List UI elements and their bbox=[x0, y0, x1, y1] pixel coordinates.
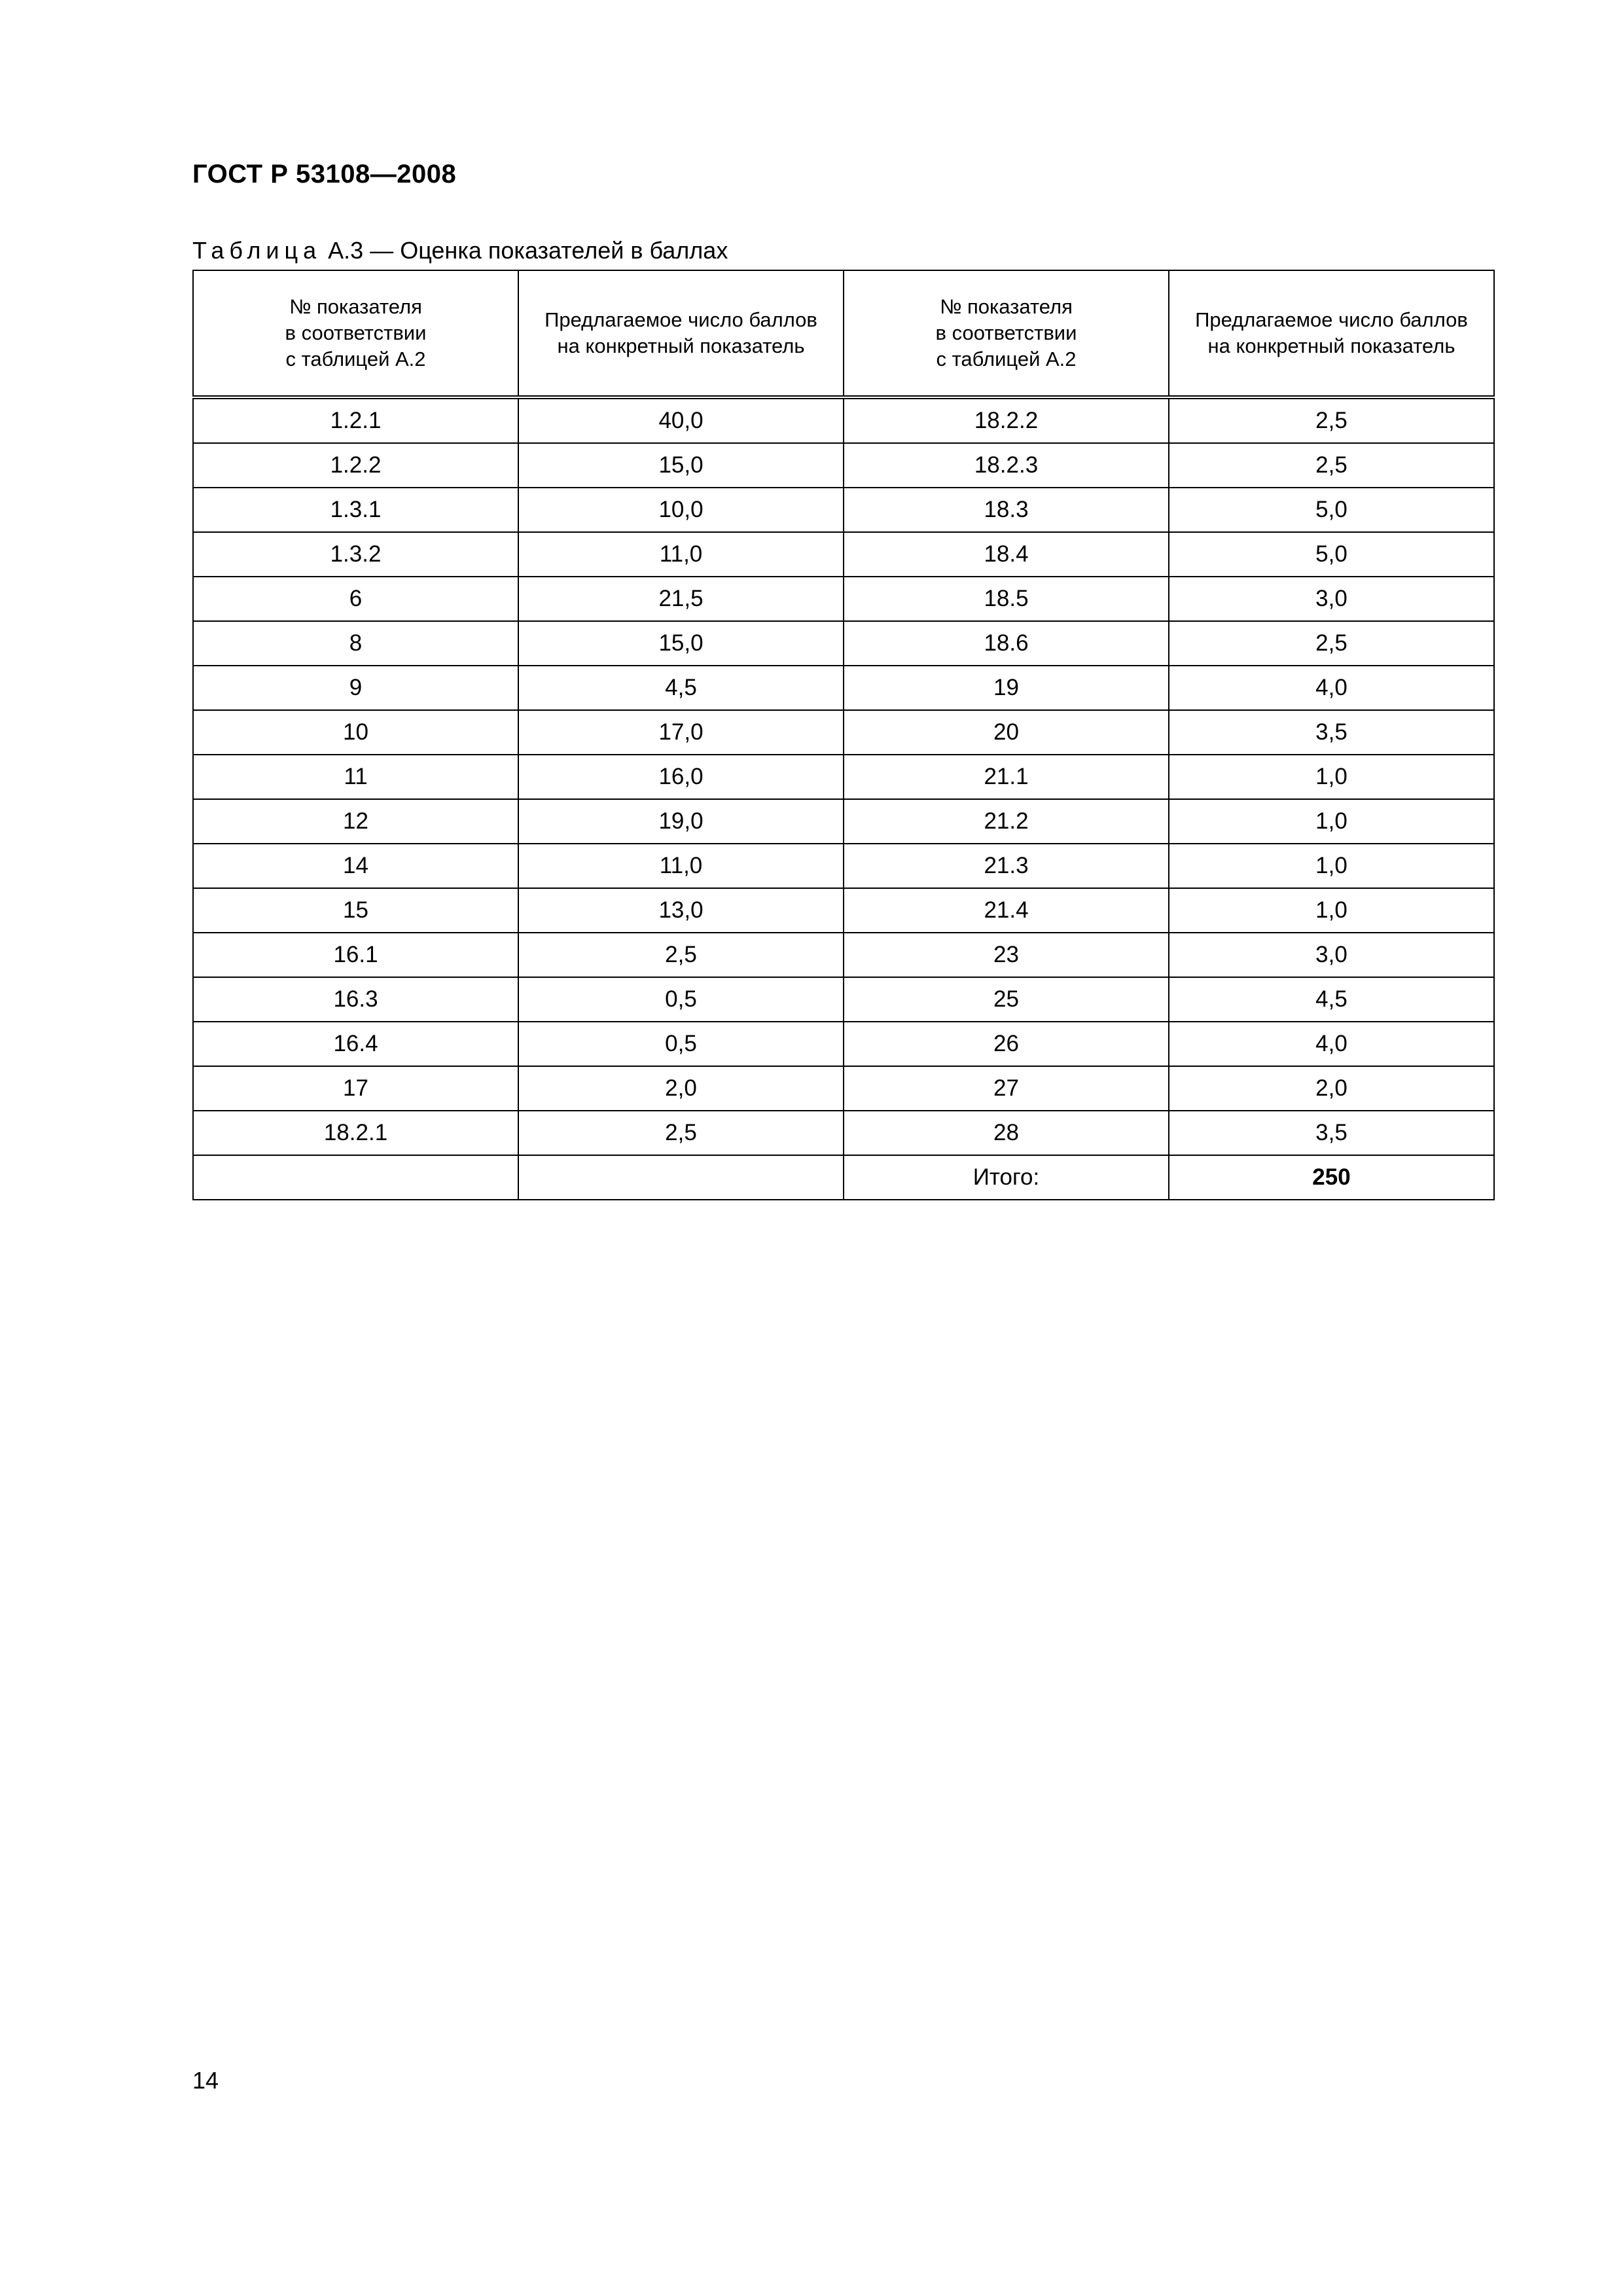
column-header-score: Предлагаемое число баллов на конкретный показатель bbox=[518, 270, 844, 397]
indicator-number-cell: 18.3 bbox=[844, 488, 1169, 532]
table-row bbox=[193, 755, 1494, 799]
indicator-number-cell: 12 bbox=[193, 799, 518, 844]
indicator-number-cell: 18.6 bbox=[844, 621, 1169, 666]
table-row bbox=[193, 1022, 1494, 1066]
indicator-number-cell: 23 bbox=[844, 933, 1169, 977]
indicator-number-cell: 8 bbox=[193, 621, 518, 666]
score-cell: 5,0 bbox=[1169, 488, 1494, 532]
score-cell: 5,0 bbox=[1169, 532, 1494, 577]
table-row bbox=[193, 443, 1494, 488]
column-header-indicator-number: № показателя в соответствии с таблицей А.2 bbox=[844, 270, 1169, 397]
score-cell: 4,0 bbox=[1169, 666, 1494, 710]
table-row bbox=[193, 621, 1494, 666]
indicator-number-cell: 21.4 bbox=[844, 888, 1169, 933]
indicator-number-cell: 1.3.2 bbox=[193, 532, 518, 577]
score-cell: 2,5 bbox=[518, 933, 844, 977]
score-cell: 17,0 bbox=[518, 710, 844, 755]
empty-cell bbox=[193, 1155, 518, 1200]
indicator-number-cell: 17 bbox=[193, 1066, 518, 1111]
table-row bbox=[193, 488, 1494, 532]
table-caption bbox=[192, 237, 728, 264]
indicator-number-cell: 11 bbox=[193, 755, 518, 799]
table-row bbox=[193, 577, 1494, 621]
score-cell: 0,5 bbox=[518, 1022, 844, 1066]
table-row bbox=[193, 1111, 1494, 1155]
score-cell: 1,0 bbox=[1169, 844, 1494, 888]
indicator-number-cell: 21.2 bbox=[844, 799, 1169, 844]
score-cell: 21,5 bbox=[518, 577, 844, 621]
table-row bbox=[193, 799, 1494, 844]
indicator-number-cell: 16.4 bbox=[193, 1022, 518, 1066]
indicator-number-cell: 28 bbox=[844, 1111, 1169, 1155]
document-header: ГОСТ Р 53108—2008 bbox=[192, 160, 457, 188]
score-cell: 16,0 bbox=[518, 755, 844, 799]
indicator-number-cell: 10 bbox=[193, 710, 518, 755]
score-table bbox=[192, 270, 1495, 1200]
score-cell: 2,5 bbox=[1169, 621, 1494, 666]
score-cell: 13,0 bbox=[518, 888, 844, 933]
table-caption-word: Таблица bbox=[192, 237, 322, 264]
score-cell: 1,0 bbox=[1169, 755, 1494, 799]
table-row bbox=[193, 933, 1494, 977]
table-row bbox=[193, 532, 1494, 577]
indicator-number-cell: 25 bbox=[844, 977, 1169, 1022]
table-row bbox=[193, 888, 1494, 933]
score-cell: 4,0 bbox=[1169, 1022, 1494, 1066]
indicator-number-cell: 18.2.3 bbox=[844, 443, 1169, 488]
table-total-row bbox=[193, 1155, 1494, 1200]
indicator-number-cell: 18.5 bbox=[844, 577, 1169, 621]
indicator-number-cell: 14 bbox=[193, 844, 518, 888]
total-label: Итого: bbox=[844, 1155, 1169, 1200]
score-cell: 1,0 bbox=[1169, 799, 1494, 844]
score-cell: 2,5 bbox=[518, 1111, 844, 1155]
indicator-number-cell: 16.3 bbox=[193, 977, 518, 1022]
indicator-number-cell: 18.4 bbox=[844, 532, 1169, 577]
score-cell: 0,5 bbox=[518, 977, 844, 1022]
indicator-number-cell: 19 bbox=[844, 666, 1169, 710]
indicator-number-cell: 1.2.1 bbox=[193, 397, 518, 443]
table-row bbox=[193, 844, 1494, 888]
indicator-number-cell: 9 bbox=[193, 666, 518, 710]
score-cell: 2,5 bbox=[1169, 397, 1494, 443]
table-row bbox=[193, 1066, 1494, 1111]
score-cell: 2,5 bbox=[1169, 443, 1494, 488]
table-body bbox=[193, 397, 1494, 1200]
table-row bbox=[193, 666, 1494, 710]
indicator-number-cell: 1.3.1 bbox=[193, 488, 518, 532]
indicator-number-cell: 18.2.1 bbox=[193, 1111, 518, 1155]
indicator-number-cell: 18.2.2 bbox=[844, 397, 1169, 443]
table-row bbox=[193, 710, 1494, 755]
score-cell: 2,0 bbox=[1169, 1066, 1494, 1111]
score-cell: 15,0 bbox=[518, 621, 844, 666]
table-header-row bbox=[193, 270, 1494, 397]
score-cell: 11,0 bbox=[518, 532, 844, 577]
score-cell: 15,0 bbox=[518, 443, 844, 488]
score-cell: 19,0 bbox=[518, 799, 844, 844]
page-number: 14 bbox=[192, 2067, 219, 2094]
score-cell: 1,0 bbox=[1169, 888, 1494, 933]
table-caption-title: А.3 — Оценка показателей в баллах bbox=[321, 237, 728, 264]
score-cell: 10,0 bbox=[518, 488, 844, 532]
score-cell: 40,0 bbox=[518, 397, 844, 443]
score-cell: 4,5 bbox=[518, 666, 844, 710]
indicator-number-cell: 6 bbox=[193, 577, 518, 621]
indicator-number-cell: 16.1 bbox=[193, 933, 518, 977]
indicator-number-cell: 26 bbox=[844, 1022, 1169, 1066]
table-row bbox=[193, 977, 1494, 1022]
indicator-number-cell: 21.1 bbox=[844, 755, 1169, 799]
score-cell: 3,5 bbox=[1169, 710, 1494, 755]
score-cell: 2,0 bbox=[518, 1066, 844, 1111]
column-header-score: Предлагаемое число баллов на конкретный показатель bbox=[1169, 270, 1494, 397]
score-cell: 4,5 bbox=[1169, 977, 1494, 1022]
table-head bbox=[193, 270, 1494, 397]
indicator-number-cell: 1.2.2 bbox=[193, 443, 518, 488]
score-cell: 3,0 bbox=[1169, 577, 1494, 621]
indicator-number-cell: 27 bbox=[844, 1066, 1169, 1111]
indicator-number-cell: 20 bbox=[844, 710, 1169, 755]
score-cell: 3,5 bbox=[1169, 1111, 1494, 1155]
total-value: 250 bbox=[1169, 1155, 1494, 1200]
score-cell: 11,0 bbox=[518, 844, 844, 888]
score-cell: 3,0 bbox=[1169, 933, 1494, 977]
indicator-number-cell: 15 bbox=[193, 888, 518, 933]
indicator-number-cell: 21.3 bbox=[844, 844, 1169, 888]
empty-cell bbox=[518, 1155, 844, 1200]
table-row bbox=[193, 397, 1494, 443]
column-header-indicator-number: № показателя в соответствии с таблицей А.2 bbox=[193, 270, 518, 397]
